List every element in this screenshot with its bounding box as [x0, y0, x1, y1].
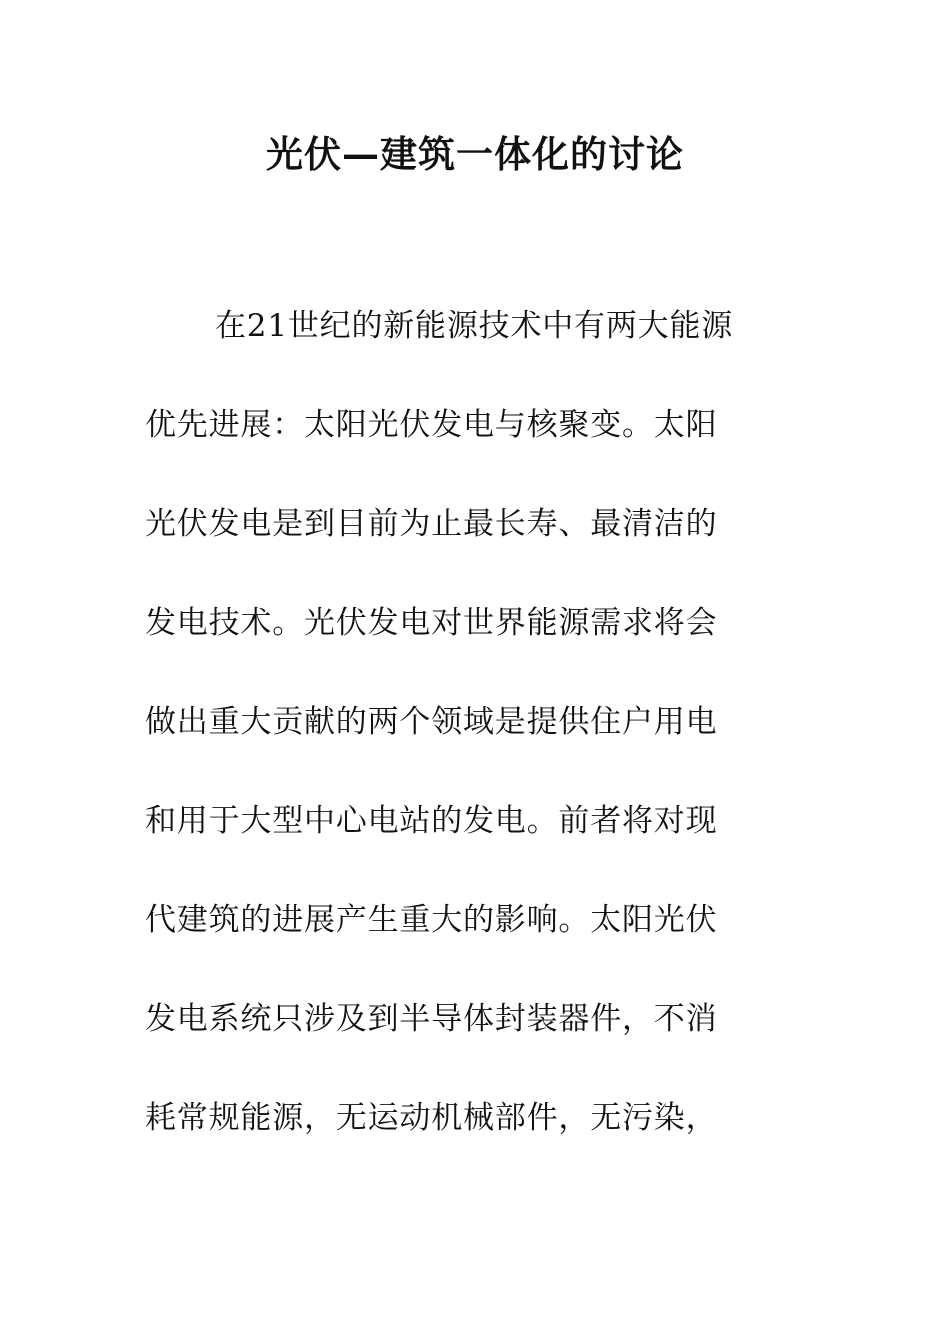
paragraph-line-9: 耗常规能源，无运动机械部件，无污染， [145, 1100, 718, 1136]
paragraph-line-6: 和用于大型中心电站的发电。前者将对现 [145, 803, 718, 839]
paragraph-line-5: 做出重大贡献的两个领域是提供住户用电 [145, 704, 718, 740]
paragraph-line-4: 发电技术。光伏发电对世界能源需求将会 [145, 605, 718, 641]
paragraph-line-2: 优先进展：太阳光伏发电与核聚变。太阳 [145, 407, 718, 443]
document-title: 光伏—建筑一体化的讨论 [266, 132, 684, 176]
paragraph-line-1: 在21世纪的新能源技术中有两大能源 [215, 308, 734, 344]
paragraph-line-3: 光伏发电是到目前为止最长寿、最清洁的 [145, 506, 718, 542]
paragraph-line-8: 发电系统只涉及到半导体封装器件，不消 [145, 1001, 718, 1037]
paragraph-line-7: 代建筑的进展产生重大的影响。太阳光伏 [145, 902, 718, 938]
